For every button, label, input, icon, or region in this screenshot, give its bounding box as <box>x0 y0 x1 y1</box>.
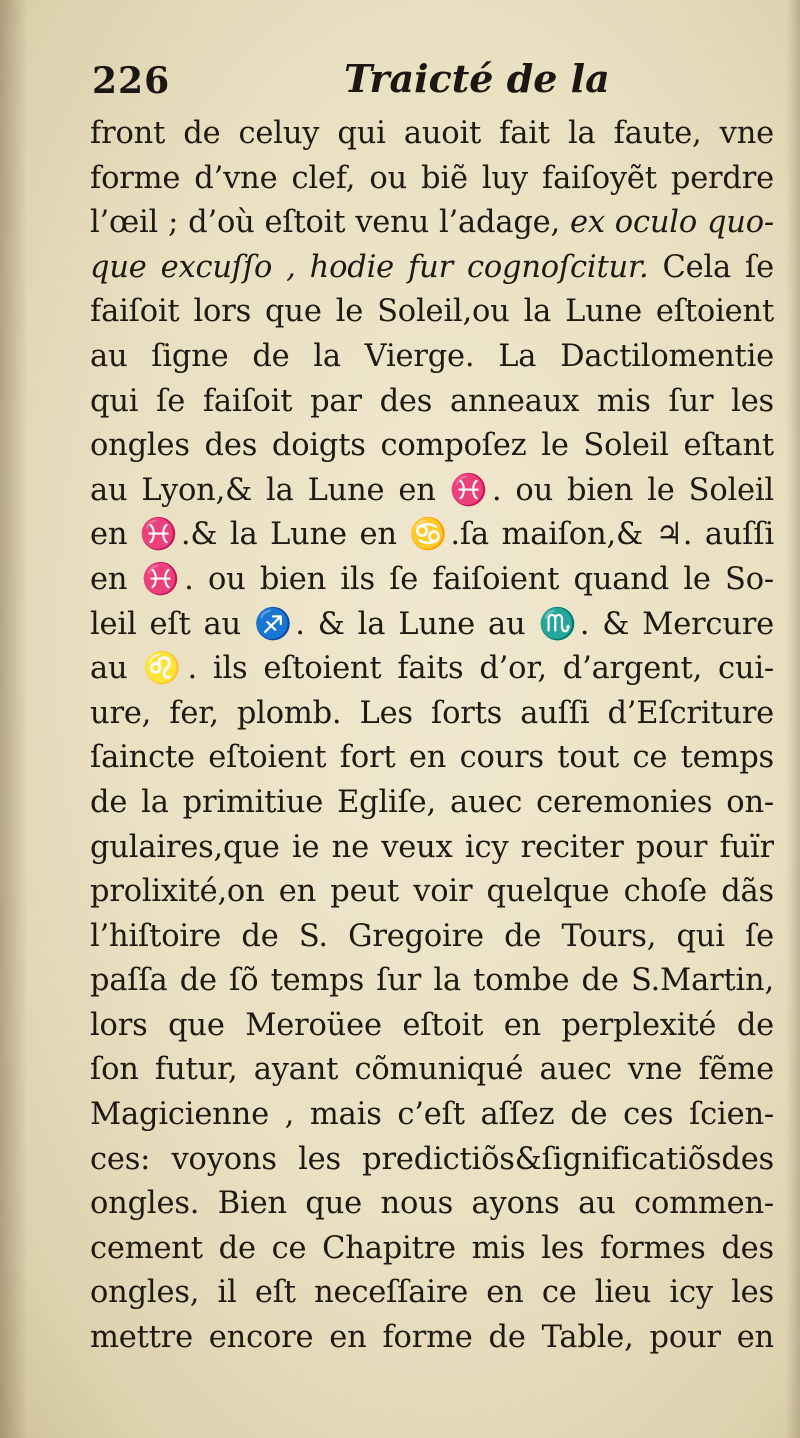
text-segment: en ♓.& la Lune en ♋.ſa maiſon,& ♃. auſſi <box>90 517 774 553</box>
text-line <box>90 915 774 960</box>
text-line <box>90 781 774 826</box>
text-segment: ces: voyons les predictiõs&ſignificatiõsdes <box>90 1141 774 1177</box>
page-header <box>92 52 772 108</box>
text-segment: de la primitiue Egliſe, auec ceremonies on- <box>90 784 774 820</box>
text-segment: lors que Meroüee eſtoit en perplexité de <box>90 1007 774 1043</box>
text-segment: l’hiſtoire de S. Gregoire de Tours, qui ſe <box>90 918 774 954</box>
text-segment: ure, fer, plomb. Les ſorts auſſi d’Eſcriture <box>90 695 774 731</box>
text-line <box>90 201 774 246</box>
text-line <box>90 603 774 648</box>
text-segment: ſon futur, ayant cõmuniqué auec vne fẽme <box>90 1052 774 1088</box>
text-segment: paſſa de ſõ temps ſur la tombe de S.Martin, <box>90 963 774 999</box>
text-line <box>90 826 774 871</box>
text-segment: cement de ce Chapitre mis les formes des <box>90 1230 774 1266</box>
text-segment: forme d’vne clef, ou biẽ luy faiſoyẽt perdre <box>90 160 774 196</box>
text-segment: ſaincte eſtoient fort en cours tout ce temps <box>90 740 774 776</box>
text-line <box>90 692 774 737</box>
text-line <box>90 959 774 1004</box>
text-segment: au ſigne de la Vierge. La Dactilomentie <box>90 338 774 374</box>
text-segment: Magicienne , mais c’eſt aſſez de ces ſcien- <box>90 1097 774 1133</box>
running-title: Traicté de la <box>344 56 610 101</box>
text-line <box>90 1182 774 1227</box>
text-line <box>90 157 774 202</box>
text-segment: ongles. Bien que nous ayons au commen- <box>90 1186 774 1222</box>
text-segment: qui ſe faiſoit par des anneaux mis ſur les <box>90 383 774 419</box>
text-line <box>90 469 774 514</box>
text-line <box>90 335 774 380</box>
text-line <box>90 380 774 425</box>
text-segment: ongles des doigts compoſez le Soleil eſtant <box>90 428 774 464</box>
text-segment: ongles, il eſt neceſſaire en ce lieu icy les <box>90 1275 774 1311</box>
text-segment: au ♌. ils eſtoient faits d’or, d’argent, cui- <box>90 651 774 687</box>
text-segment: faiſoit lors que le Soleil,ou la Lune eſtoient <box>90 294 774 330</box>
edge-shadow <box>786 0 800 1438</box>
text-segment: en ♓. ou bien ils ſe faiſoient quand le So- <box>90 561 774 597</box>
text-line <box>90 513 774 558</box>
text-line <box>90 1227 774 1272</box>
text-segment: front de celuy qui auoit fait la faute, vne <box>90 116 774 151</box>
italic-segment: ex oculo quo- <box>569 205 774 241</box>
text-line <box>90 424 774 469</box>
text-line <box>90 112 774 157</box>
text-segment: Cela ſe <box>648 249 774 285</box>
body-text <box>90 112 774 1361</box>
text-line <box>90 1316 774 1361</box>
gutter-shadow <box>0 0 28 1438</box>
text-segment: au Lyon,& la Lune en ♓. ou bien le Soleil <box>90 472 774 508</box>
text-segment: mettre encore en forme de Table, pour en <box>90 1320 774 1356</box>
text-line <box>90 870 774 915</box>
text-line <box>90 647 774 692</box>
page-number: 226 <box>92 60 171 102</box>
text-segment: l’œil ; d’où eſtoit venu l’adage, <box>90 205 570 241</box>
text-line <box>90 558 774 603</box>
text-segment: prolixité,on en peut voir quelque choſe dãs <box>90 874 774 910</box>
text-segment: gulaires,que ie ne veux icy reciter pour fuïr <box>90 829 774 865</box>
italic-segment: que excuſſo , hodie fur cognoſcitur. <box>90 249 649 285</box>
text-line <box>90 1138 774 1183</box>
text-line <box>90 1048 774 1093</box>
text-line <box>90 736 774 781</box>
text-line <box>90 1093 774 1138</box>
text-line <box>90 1004 774 1049</box>
text-line <box>90 290 774 335</box>
text-line <box>90 1271 774 1316</box>
text-line <box>90 246 774 291</box>
text-segment: leil eſt au ♐. & la Lune au ♏. & Mercure <box>90 606 774 642</box>
